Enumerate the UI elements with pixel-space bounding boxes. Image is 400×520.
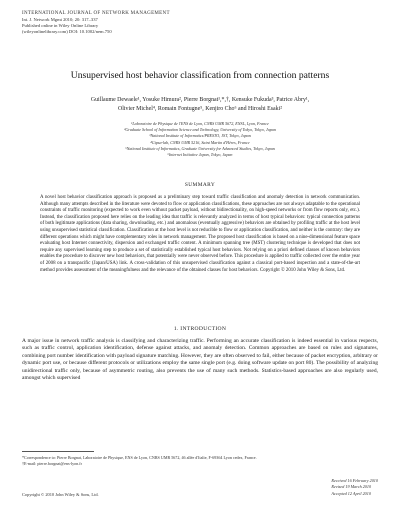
revised-date: Revised 19 March 2010 <box>331 484 372 490</box>
footnotes <box>22 455 378 467</box>
affiliation: ⁴Gipsa-lab, CNRS UMR 5216, Saint Martin d'Hères, France <box>150 139 250 145</box>
email-footnote: †E-mail: pierre.borgnat@ens-lyon.fr <box>22 461 82 466</box>
affiliation: ¹Laboratoire de Physique de l'ENS de Lyon, CNRS UMR 5672, ENSL, Lyon, France <box>131 121 269 126</box>
paper-title: Unsupervised host behavior classification from connection patterns <box>70 70 330 81</box>
journal-citation: Int. J. Network Mgmt 2010; 20: 317–337 <box>22 17 98 22</box>
copyright-line: Copyright © 2010 John Wiley & Sons, Ltd. <box>22 492 99 497</box>
journal-published: Published online in Wiley Online Library <box>22 23 99 28</box>
affiliation: ²Graduate School of Information Science and Technology, University of Tokyo, Tokyo, Japan <box>124 127 276 133</box>
author-list <box>50 96 350 114</box>
received-date: Received 16 February 2010 <box>331 478 378 483</box>
correspondence-footnote: *Correspondence to: Pierre Borgnat, Laboratoire de Physique, ENS de Lyon, CNRS UMR 5672, 46 allée d'Italie, F-69364 Lyon cedex, France. <box>22 455 257 460</box>
publication-dates <box>331 478 378 497</box>
accepted-date: Accepted 12 April 2010 <box>331 490 371 496</box>
author-line: Guillaume Dewaele¹, Yosuke Himura², Pierre Borgnat¹,*,†, Kensuke Fukuda³, Patrice Abry¹, <box>90 97 310 103</box>
affiliation: ⁶Internet Initiative Japan, Tokyo, Japan <box>167 152 233 158</box>
journal-header <box>22 11 322 35</box>
affiliation-list <box>70 121 330 158</box>
summary-heading: SUMMARY <box>184 182 216 188</box>
journal-doi: (wileyonlinelibrary.com) DOI: 10.1002/nem.750 <box>22 29 112 34</box>
affiliation: ³National Institute of Informatics/PRESTO, JST, Tokyo, Japan <box>149 133 251 139</box>
section-heading: 1. INTRODUCTION <box>173 326 227 332</box>
body-paragraph: A major issue in network traffic analysis is classifying and characterizing traffic. Performing an accurate classification is indeed essential in various respects, such as traffic control, application identification, defense against attacks, and anomaly detection. Common approaches are based on rules and signatures, combining port number identification with payload signature matching. However, they are often observed to fail, either because of packet encryption, arbitrary or dynamic port use, or because different protocols or utilizations employ the same single port (e.g. doing software update on port 80). The possibility of analyzing unidirectional traffic only, because of asymmetric routing, also prevents the use of many such methods. Statistics-based approaches are also regularly used, amongst which supervised <box>22 338 378 382</box>
journal-name: INTERNATIONAL JOURNAL OF NETWORK MANAGEMENT <box>22 11 170 16</box>
author-line: Olivier Michel⁴, Romain Fontugne⁵, Kenjiro Cho⁶ and Hiroshi Esaki² <box>117 106 282 112</box>
affiliation: ⁵National Institute of Informatics, Graduate University for Advanced Studies, Tokyo, Japan <box>125 145 275 151</box>
abstract-text: A novel host behavior classification approach is proposed as a preliminary step toward traffic classification and anomaly detection in network communication. Although many attempts described in the literature were devoted to flow or application classifications, these approaches are not always adaptable to the operational constraints of traffic monitoring (expected to work even without packet payload, without bidirectionality, on high-speed networks or from flow reports only, etc.). Instead, the classification proposed here relies on the leading idea that traffic is relevantly analyzed in terms of host typical behaviors: typical connection patterns of both legitimate applications (data sharing, downloading, etc.) and anomalous (eventually aggressive) behaviors are obtained by profiling traffic at the host level using unsupervised statistical classification. Classification at the host level is not reducible to flow or application classification, and neither is the contrary: they are different operations which might have complementary roles in network management. The proposed host classification is based on a nine-dimensional feature space evaluating host Internet connectivity, dispersion and exchanged traffic content. A minimum spanning tree (MST) clustering technique is developed that does not require any supervised learning step to produce a set of statistically established typical host behaviors. Not relying on a priori defined classes of known behaviors enables the procedure to discover new host behaviors, that potentially were never observed before. This procedure is applied to traffic collected over the entire year of 2008 on a transpacific (Japan/USA) link. A cross-validation of this unsupervised classification against a classical port-based inspection and a state-of-the-art method provides assessment of the meaningfulness and the relevance of the obtained classes for host behaviors. Copyright © 2010 John Wiley & Sons, Ltd. <box>40 195 360 273</box>
footnote-rule <box>22 451 94 452</box>
